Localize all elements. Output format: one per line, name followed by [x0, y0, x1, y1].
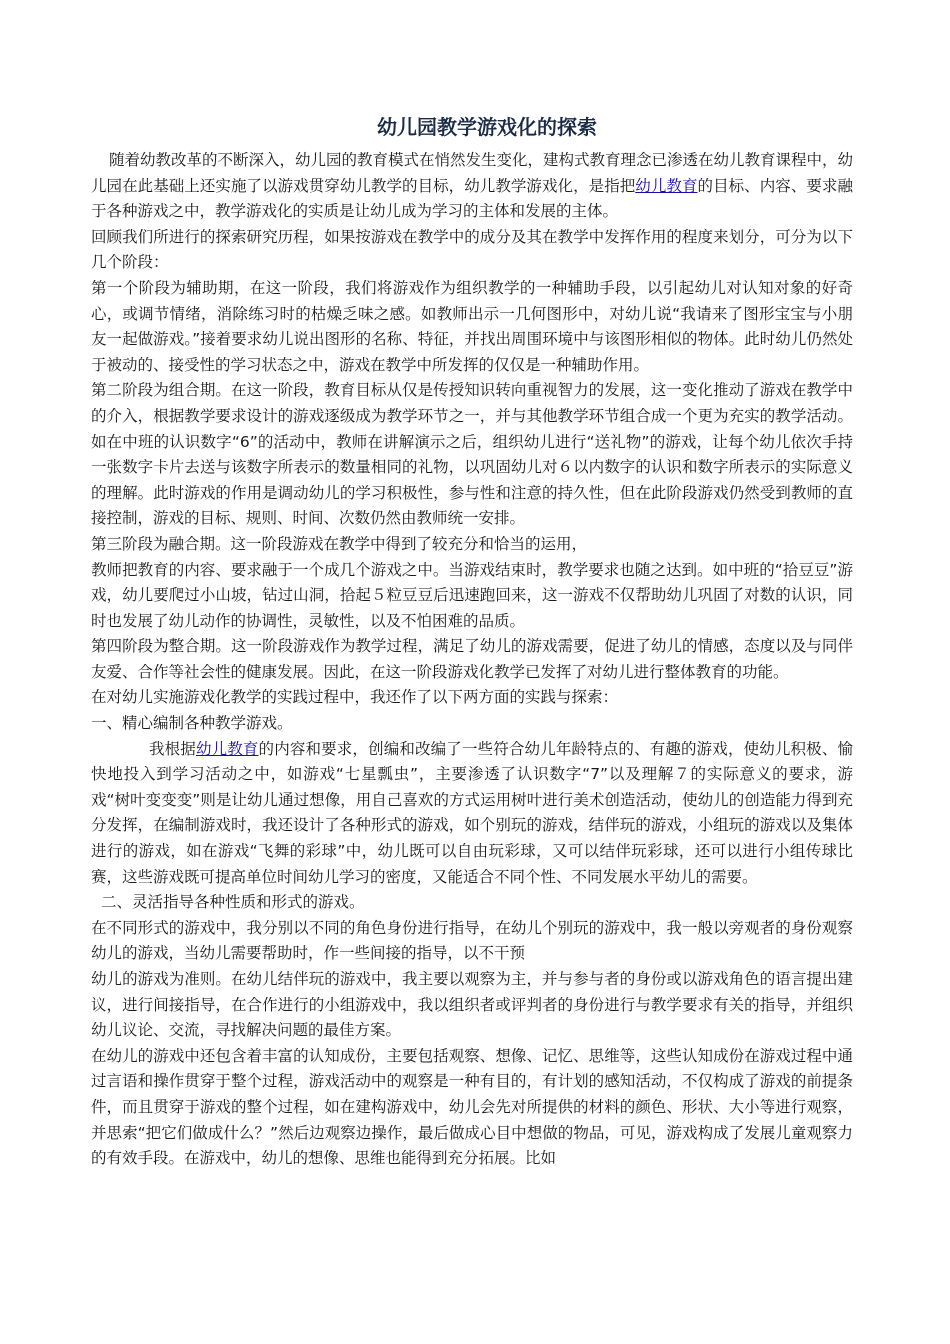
paragraph-stage-2: 第二阶段为组合期。在这一阶段，教育目标从仅是传授知识转向重视智力的发展，这一变化推动了游戏在教学中的介入，根据教学要求设计的游戏逐级成为教学环节之一，并与其他教学环节组合成一个更为充实的教学活动。如在中班的认识数字“6”的活动中，教师在讲解演示之后，组织幼儿进行“送礼物”的游戏，让每个幼儿依次手持一张数字卡片去送与该数字所表示的数量相同的礼物，以巩固幼儿对６以内数字的认识和数字所表示的实际意义的理解。此时游戏的作用是调动幼儿的学习积极性，参与性和注意的持久性，但在此阶段游戏仍然受到教师的直接控制，游戏的目标、规则、时间、次数仍然由教师统一安排。: [91, 381, 853, 528]
paragraph-stage-4: 第四阶段为整合期。这一阶段游戏作为教学过程，满足了幼儿的游戏需要，促进了幼儿的情感，态度以及与同伴友爱、合作等社会性的健康发展。因此，在这一阶段游戏化教学已发挥了对幼儿进行整体教育的功能。: [91, 637, 853, 681]
section-heading-2: 二、灵活指导各种性质和形式的游戏。: [101, 893, 365, 912]
section-heading-1: 一、精心编制各种教学游戏。: [91, 714, 293, 733]
paragraph-stage-1: 第一个阶段为辅助期，在这一阶段，我们将游戏作为组织教学的一种辅助手段，以引起幼儿对认知对象的好奇心，或调节情绪，消除练习时的枯燥乏味之感。如教师出示一几何图形中，对幼儿说“我请来了图形宝宝与小朋友一起做游戏。”接着要求幼儿说出图形的名称、特征，并找出周围环境中与该图形相似的物体。此时幼儿仍然处于被动的、接受性的学习状态之中，游戏在教学中所发挥的仅仅是一种辅助作用。: [91, 278, 853, 374]
paragraph-practice-intro: 在对幼儿实施游戏化教学的实践过程中，我还作了以下两方面的实践与探索：: [91, 688, 619, 707]
paragraph-section-1-text-b: 的内容和要求，创编和改编了一些符合幼儿年龄特点的、有趣的游戏，使幼儿积极、愉快地投入到学习活动之中，如游戏“七星瓢虫”，主要渗透了认识数字“7”以及理解７的实际意义的要求，游戏“树叶变变变”则是让幼儿通过想像，用自己喜欢的方式运用树叶进行美术创造活动，使幼儿的创造能力得到充分发挥，在编制游戏时，我还设计了各种形式的游戏，如个别玩的游戏，结伴玩的游戏，小组玩的游戏以及集体进行的游戏，如在游戏“飞舞的彩球”中，幼儿既可以自由玩彩球，又可以结伴玩彩球，还可以进行小组传球比赛，这些游戏既可提高单位时间幼儿学习的密度，又能适合不同个性、不同发展水平幼儿的需要。: [91, 739, 853, 886]
paragraph-intro-text-a: 随着幼教改革的不断深入，幼儿园的教育模式在悄然发生变化，建构式教育理念已渗透在幼儿教育课程中，幼儿园在此基础上还实施了以游戏贯穿幼儿教学的目标，幼儿教学游戏化，是指把: [91, 151, 854, 195]
paragraph-stage-3-body: 教师把教育的内容、要求融于一个成几个游戏之中。当游戏结束时，教学要求也随之达到。如中班的“拾豆豆”游戏，幼儿要爬过小山坡，钻过山洞，拾起５粒豆豆后迅速跑回来，这一游戏不仅帮助幼儿巩固了对数的认识，同时也发展了幼儿动作的协调性，灵敏性，以及不怕困难的品质。: [91, 560, 853, 630]
paragraph-stage-3-lead: 第三阶段为融合期。这一阶段游戏在教学中得到了较充分和恰当的运用，: [91, 534, 588, 553]
document-title: 幼儿园教学游戏化的探索: [377, 115, 597, 139]
paragraph-cognition: 在幼儿的游戏中还包含着丰富的认知成份，主要包括观察、想像、记忆、思维等，这些认知成份在游戏过程中通过言语和操作贯穿于整个过程，游戏活动中的观察是一种有目的，有计划的感知活动，不仅构成了游戏的前提条件，而且贯穿于游戏的整个过程，如在建构游戏中，幼儿会先对所提供的材料的颜色、形状、大小等进行观察，并思索“把它们做成什么？”然后边观察边操作，最后做成心目中想做的物品，可见，游戏构成了发展儿童观察力的有效手段。在游戏中，幼儿的想像、思维也能得到充分拓展。比如: [91, 1046, 853, 1168]
paragraph-intro: [91, 148, 853, 225]
paragraph-section-2-b: 幼儿的游戏为准则。在幼儿结伴玩的游戏中，我主要以观察为主，并与参与者的身份或以游戏角色的语言提出建议，进行间接指导，在合作进行的小组游戏中，我以组织者或评判者的身份进行与教学要求有关的指导，并组织幼儿议论、交流，寻找解决问题的最佳方案。: [91, 970, 853, 1040]
paragraph-section-1-text-a: 我根据: [149, 739, 196, 758]
paragraph-section-1: [91, 737, 853, 891]
paragraph-intro-text-b: 的目标、内容、要求融于各种游戏之中，教学游戏化的实质是让幼儿成为学习的主体和发展的主体。: [91, 176, 853, 221]
document-page: [91, 112, 853, 1172]
paragraph-review: 回顾我们所进行的探索研究历程，如果按游戏在教学中的成分及其在教学中发挥作用的程度来划分，可分为以下几个阶段：: [91, 227, 853, 272]
link-youer-jiaoyu-1[interactable]: 幼儿教育: [635, 176, 698, 195]
paragraph-section-2-a: 在不同形式的游戏中，我分别以不同的角色身份进行指导，在幼儿个别玩的游戏中，我一般以旁观者的身份观察幼儿的游戏，当幼儿需要帮助时，作一些间接的指导，以不干预: [91, 918, 853, 963]
link-youer-jiaoyu-2[interactable]: 幼儿教育: [195, 739, 259, 758]
